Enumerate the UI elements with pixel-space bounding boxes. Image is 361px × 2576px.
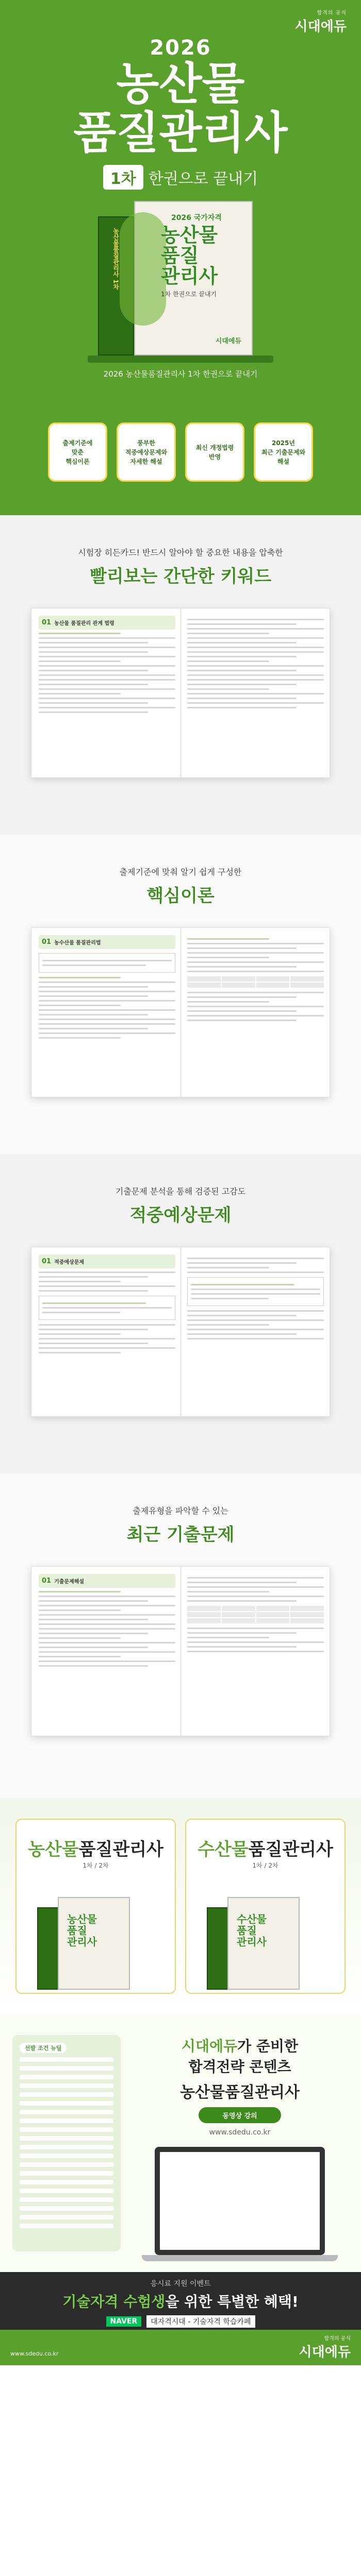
chapter-header	[39, 1574, 175, 1588]
lecture-brand-suffix: 가 준비한	[237, 2038, 299, 2055]
promo-card[interactable]	[185, 1819, 346, 1994]
right-page	[187, 1574, 324, 1728]
lecture-line2: 합격전략 콘텐츠	[188, 2058, 291, 2075]
section-heading: 적중예상문제	[129, 1205, 232, 1226]
promo-book-title: 농산물 품질 관리사	[67, 1913, 97, 1948]
promo-title-b: 품질관리사	[248, 1839, 333, 1860]
promo-sub: 1차 / 2차	[252, 1862, 278, 1869]
cafe-name: 대자격시대 - 기술자격 학습카페	[146, 2315, 255, 2328]
lecture-brand-line	[134, 2035, 346, 2056]
section-heading: 핵심이론	[146, 886, 215, 906]
chapter-title: 농수산물 품질관리법	[54, 940, 101, 946]
right-page	[187, 616, 324, 770]
lecture-url[interactable]: www.sdedu.co.kr	[209, 2128, 271, 2137]
footer-slogan: 합격의 공식	[324, 2336, 351, 2342]
brand-name: 시대에듀	[294, 19, 347, 35]
cover-title: 농산물 품질 관리사	[161, 224, 218, 287]
chapter-header	[39, 1255, 175, 1268]
event-headline-rest: 을 위한 특별한 혜택!	[165, 2293, 299, 2310]
naver-logo: NAVER	[106, 2316, 142, 2327]
chapter-title: 기출문제해설	[54, 1579, 85, 1585]
right-page	[187, 935, 324, 1090]
lecture-brand: 시대에듀	[181, 2038, 238, 2055]
promo-card[interactable]	[15, 1819, 176, 1994]
promo-book-cover	[227, 1897, 300, 1990]
chapter-title: 적중예상문제	[54, 1260, 85, 1265]
cover-subtitle: 1차 한권으로 끝내기	[161, 291, 217, 298]
section-practice	[0, 1154, 361, 1473]
brand-slogan: 합격의 공식	[317, 10, 347, 16]
laptop-image	[155, 2147, 325, 2255]
chapter-number: 01	[42, 1577, 52, 1585]
book-cover	[134, 201, 253, 355]
book-spread	[31, 927, 330, 1097]
promo-sub: 1차 / 2차	[83, 1862, 109, 1869]
hero-tagline: 2026 농산물품질관리사 1차 한권으로 끝내기	[103, 369, 258, 379]
level-badge: 1차	[103, 165, 143, 190]
book-image	[67, 201, 294, 355]
book-spine-text: 농산물품질관리사 1차	[112, 228, 120, 290]
left-page	[39, 1255, 175, 1409]
chapter-number: 01	[42, 619, 52, 626]
feature-card: 최신 개정법령 반영	[185, 422, 244, 482]
chapter-number: 01	[42, 938, 52, 946]
footer-url[interactable]: www.sdedu.co.kr	[10, 2350, 59, 2357]
lecture-info	[134, 2035, 346, 2261]
section-theory	[0, 835, 361, 1154]
book-stand	[88, 355, 273, 363]
left-page	[39, 1574, 175, 1728]
hero-banner	[0, 0, 361, 412]
section-recent-exam	[0, 1473, 361, 1798]
book-spread	[31, 608, 330, 778]
footer	[0, 2330, 361, 2365]
chapter-title: 농산물 품질관리 관계 법령	[54, 621, 114, 626]
video-lecture-button[interactable]: 동영상 강의	[199, 2107, 281, 2123]
section-heading: 빨리보는 간단한 키워드	[89, 566, 272, 587]
event-cafe[interactable]	[106, 2315, 255, 2328]
right-page	[187, 1255, 324, 1409]
feature-card: 출제기준에 맞춘 핵심이론	[48, 422, 107, 482]
chapter-header	[39, 935, 175, 949]
hero-title-line1: 농산물	[116, 58, 245, 110]
event-line1: 응시료 지원 이벤트	[150, 2280, 211, 2288]
book-gutter	[180, 1247, 182, 1416]
book-spread	[31, 1247, 330, 1417]
promo-title	[186, 1835, 344, 1860]
section-lead: 기출문제 분석을 통해 검증된 고감도	[115, 1187, 246, 1196]
footer-brand[interactable]	[299, 2334, 351, 2361]
related-books	[0, 1798, 361, 2014]
book-gutter	[180, 608, 182, 777]
hero-subtitle: 한권으로 끝내기	[148, 170, 258, 188]
hero-subline	[0, 165, 361, 190]
promo-title-a: 수산물	[198, 1839, 249, 1860]
feature-card: 2025년 최근 기출문제와 해설	[254, 422, 313, 482]
event-banner	[0, 2272, 361, 2330]
cover-publisher: 시대에듀	[215, 337, 241, 345]
book-gutter	[180, 1567, 182, 1736]
chapter-header	[39, 616, 175, 630]
cover-decoration	[120, 212, 166, 326]
promo-title	[17, 1835, 175, 1860]
hero-title-line2: 품질관리사	[73, 107, 288, 159]
promo-title-b: 품질관리사	[78, 1839, 163, 1860]
section-keywords	[0, 515, 361, 835]
promo-book-title: 수산물 품질 관리사	[237, 1913, 267, 1948]
brand-logo[interactable]	[295, 8, 347, 35]
promo-title-a: 농산물	[28, 1839, 79, 1860]
promo-book-cover	[58, 1897, 130, 1990]
section-lead: 출제기준에 맞춰 알기 쉽게 구성한	[119, 867, 242, 877]
event-headline-accent: 기술자격 수험생	[62, 2293, 166, 2310]
book-gutter	[180, 928, 182, 1097]
left-page	[39, 935, 175, 1090]
lecture-title: 농산물품질관리사	[180, 2083, 300, 2102]
hero-year: 2026	[150, 36, 211, 60]
curriculum-tag: 선발 조건 뉴딜	[20, 2043, 67, 2053]
section-lead: 시험장 히든카드! 반드시 알아야 할 중요한 내용을 압축한	[78, 548, 283, 557]
chapter-number: 01	[42, 1258, 52, 1265]
feature-list	[0, 412, 361, 515]
book-spread	[31, 1566, 330, 1736]
section-heading: 최근 기출문제	[126, 1524, 235, 1545]
lecture-banner	[0, 2014, 361, 2272]
lecture-curriculum	[12, 2035, 121, 2251]
feature-card: 풍부한 적중예상문제와 자세한 해설	[117, 422, 176, 482]
footer-brand-name: 시대에듀	[299, 2345, 351, 2360]
event-headline	[0, 2291, 361, 2311]
section-lead: 출제유형을 파악할 수 있는	[133, 1506, 228, 1516]
cover-year: 2026 국가자격	[171, 214, 222, 222]
left-page	[39, 616, 175, 770]
